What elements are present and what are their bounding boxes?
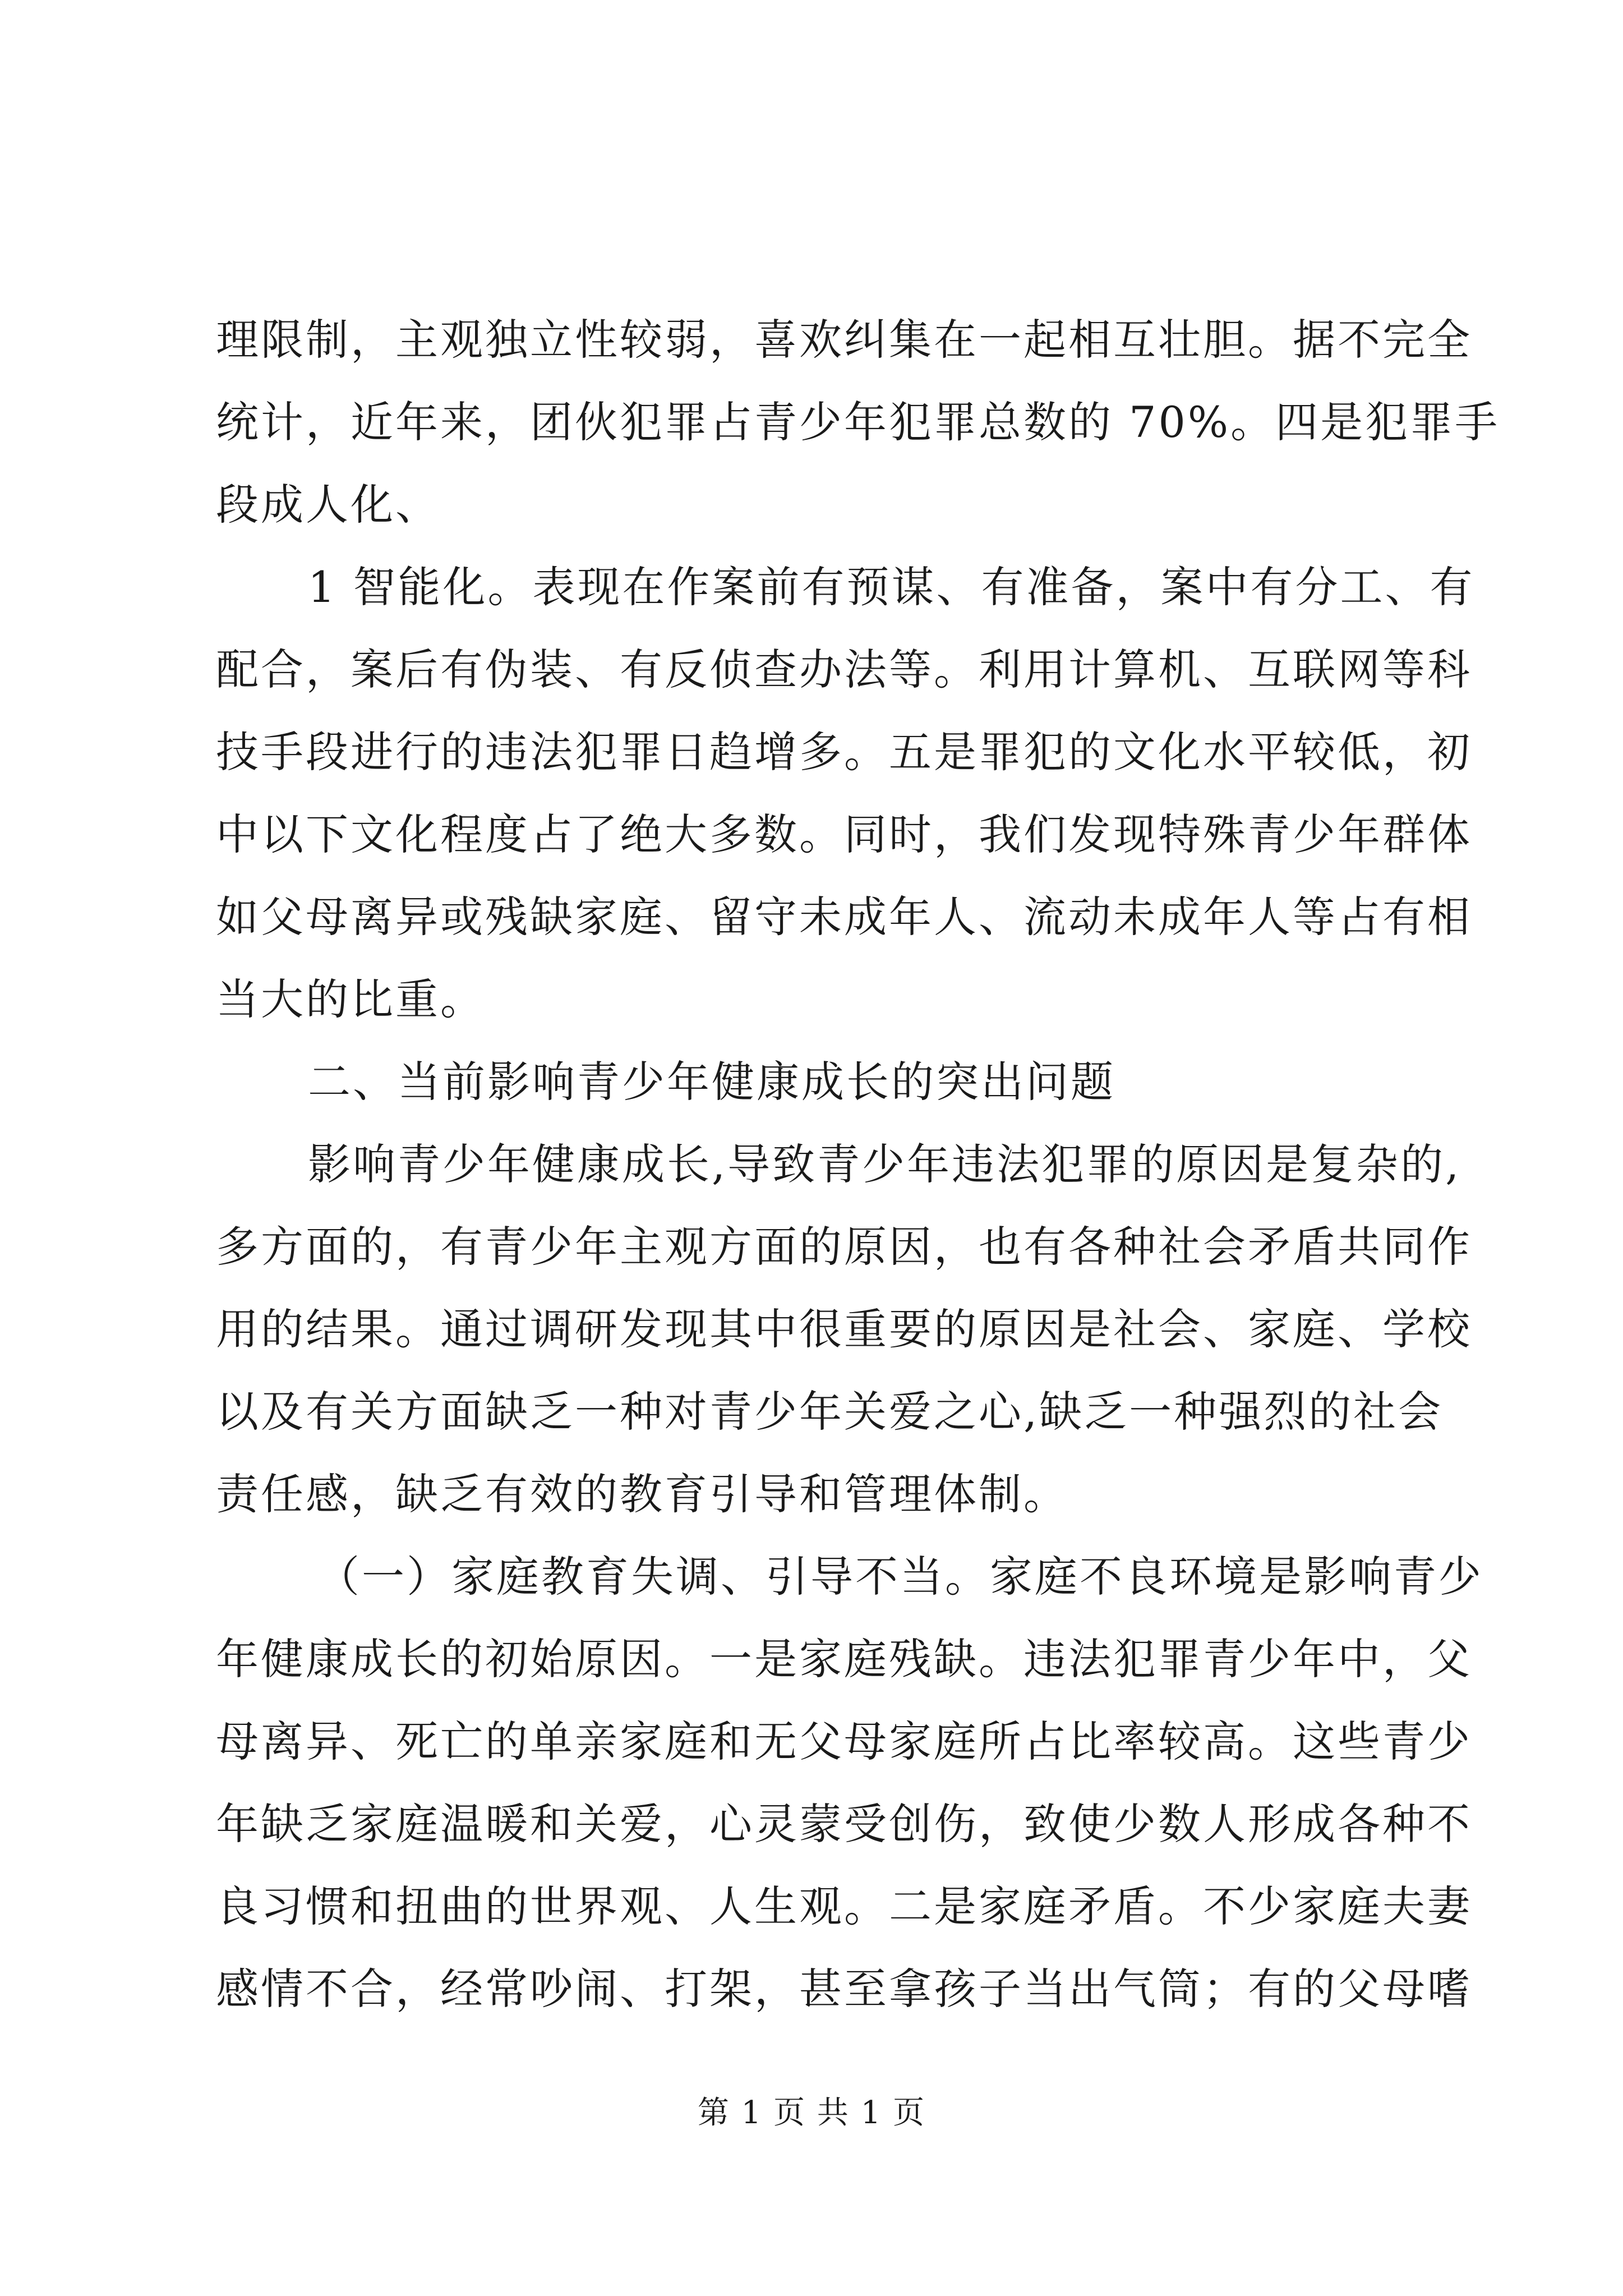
paragraph-line: 责任感，缺乏有效的教育引导和管理体制。 xyxy=(216,1469,1068,1519)
paragraph-line: 技手段进行的违法犯罪日趋增多。五是罪犯的文化水平较低，初 xyxy=(216,727,1472,777)
paragraph-line: 母离异、死亡的单亲家庭和无父母家庭所占比率较高。这些青少 xyxy=(216,1717,1472,1766)
page-footer xyxy=(0,2088,1623,2133)
paragraph-line: （一）家庭教育失调、引导不当。家庭不良环境是影响青少 xyxy=(317,1552,1483,1602)
paragraph-line: 配合，案后有伪装、有反侦查办法等。利用计算机、互联网等科 xyxy=(216,645,1472,694)
section-heading-text: 二、当前影响青少年健康成长的突出问题 xyxy=(308,1057,1115,1107)
paragraph-line: 统计，近年来，团伙犯罪占青少年犯罪总数的 70%。四是犯罪手 xyxy=(216,397,1500,447)
paragraph-line: 用的结果。通过调研发现其中很重要的原因是社会、家庭、学校 xyxy=(216,1304,1472,1354)
paragraph-4 xyxy=(216,1123,1472,1535)
paragraph-line: 以及有关方面缺乏一种对青少年关爱之心,缺乏一种强烈的社会 xyxy=(216,1387,1444,1437)
paragraph-line: 段成人化、 xyxy=(216,480,440,530)
paragraph-line: 良习惯和扭曲的世界观、人生观。二是家庭矛盾。不少家庭夫妻 xyxy=(216,1881,1472,1931)
paragraph-line: 年健康成长的初始原因。一是家庭残缺。违法犯罪青少年中，父 xyxy=(216,1634,1472,1684)
paragraph-line: 如父母离异或残缺家庭、留守未成年人、流动未成年人等占有相 xyxy=(216,892,1472,942)
paragraph-line: 中以下文化程度占了绝大多数。同时，我们发现特殊青少年群体 xyxy=(216,809,1472,859)
paragraph-5 xyxy=(216,1535,1483,2030)
paragraph-line: 1 智能化。表现在作案前有预谋、有准备，案中有分工、有 xyxy=(308,562,1475,612)
paragraph-line: 年缺乏家庭温暖和关爱，心灵蒙受创伤，致使少数人形成各种不 xyxy=(216,1799,1472,1849)
document-body xyxy=(216,298,1500,2030)
paragraph-line: 影响青少年健康成长,导致青少年违法犯罪的原因是复杂的, xyxy=(308,1139,1461,1189)
paragraph-line: 多方面的，有青少年主观方面的原因，也有各种社会矛盾共同作 xyxy=(216,1222,1472,1272)
paragraph-1 xyxy=(216,298,1500,546)
section-heading xyxy=(216,1041,1422,1123)
paragraph-line: 理限制，主观独立性较弱，喜欢纠集在一起相互壮胆。据不完全 xyxy=(216,315,1472,365)
paragraph-2 xyxy=(216,546,1475,1041)
paragraph-line: 当大的比重。 xyxy=(216,974,485,1024)
page-number-label: 第 1 页 共 1 页 xyxy=(697,2095,926,2131)
paragraph-line: 感情不合，经常吵闹、打架，甚至拿孩子当出气筒；有的父母嗜 xyxy=(216,1964,1472,2014)
